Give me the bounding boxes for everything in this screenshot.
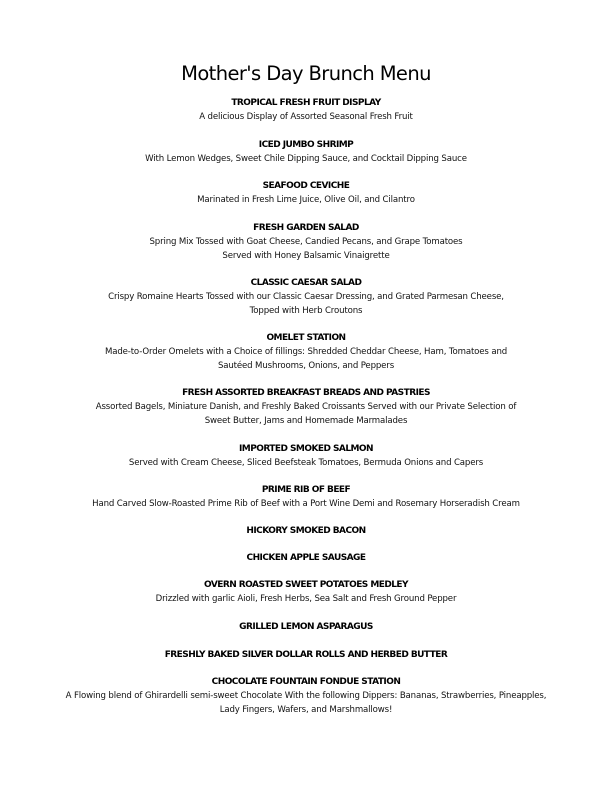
menu-item-heading: TROPICAL FRESH FRUIT DISPLAY: [231, 98, 381, 108]
menu-item-description: Served with Honey Balsamic Vinaigrette: [222, 251, 390, 261]
menu-item-hickory-bacon: [0, 524, 612, 538]
menu-item-heading: ICED JUMBO SHRIMP: [258, 140, 354, 150]
menu-item-description: Hand Carved Slow-Roasted Prime Rib of Beef with a Port Wine Demi and Rosemary Horseradish Cream: [92, 499, 520, 509]
menu-item-heading: SEAFOOD CEVICHE: [262, 181, 350, 191]
menu-item-description: Assorted Bagels, Miniature Danish, and Freshly Baked Croissants Served with our Private Selection of: [95, 402, 517, 412]
menu-item-classic-caesar-salad: [0, 276, 612, 318]
menu-item-description: Crispy Romaine Hearts Tossed with our Classic Caesar Dressing, and Grated Parmesan Cheese,: [108, 292, 504, 302]
page-title: Mother's Day Brunch Menu: [181, 62, 431, 85]
menu-item-description: Spring Mix Tossed with Goat Cheese, Candied Pecans, and Grape Tomatoes: [149, 237, 463, 247]
menu-item-prime-rib: [0, 483, 612, 511]
menu-item-description: With Lemon Wedges, Sweet Chile Dipping Sauce, and Cocktail Dipping Sauce: [145, 154, 467, 164]
menu-item-breakfast-breads: [0, 386, 612, 428]
menu-item-heading: GRILLED LEMON ASPARAGUS: [239, 622, 373, 632]
menu-item-heading: OMELET STATION: [266, 333, 346, 343]
menu-item-omelet-station: [0, 331, 612, 373]
menu-item-heading: IMPORTED SMOKED SALMON: [238, 444, 373, 454]
menu-item-heading: CLASSIC CAESAR SALAD: [250, 278, 362, 288]
menu-item-iced-jumbo-shrimp: [0, 138, 612, 166]
menu-item-seafood-ceviche: [0, 179, 612, 207]
menu-item-heading: CHOCOLATE FOUNTAIN FONDUE STATION: [211, 677, 401, 687]
menu-item-grilled-asparagus: [0, 620, 612, 634]
menu-item-silver-dollar-rolls: [0, 648, 612, 662]
menu-item-fresh-garden-salad: [0, 221, 612, 263]
menu-item-description: Made-to-Order Omelets with a Choice of fillings: Shredded Cheddar Cheese, Ham, Tomatoes and: [104, 347, 508, 357]
menu-item-heading: PRIME RIB OF BEEF: [261, 485, 351, 495]
menu-item-sweet-potatoes: [0, 578, 612, 606]
menu-item-description: Marinated in Fresh Lime Juice, Olive Oil, and Cilantro: [197, 195, 415, 205]
menu-item-tropical-fruit: [0, 96, 612, 124]
menu-item-description: Sautéed Mushrooms, Onions, and Peppers: [217, 361, 395, 371]
menu-item-description: Sweet Butter, Jams and Homemade Marmalades: [204, 416, 408, 426]
menu-item-heading: OVERN ROASTED SWEET POTATOES MEDLEY: [203, 580, 408, 590]
menu-item-heading: HICKORY SMOKED BACON: [246, 526, 366, 536]
menu-item-chicken-apple-sausage: [0, 551, 612, 565]
menu-item-description: Lady Fingers, Wafers, and Marshmallows!: [219, 705, 393, 715]
menu-item-description: Drizzled with garlic Aioli, Fresh Herbs, Sea Salt and Fresh Ground Pepper: [155, 594, 457, 604]
menu-item-description: Served with Cream Cheese, Sliced Beefsteak Tomatoes, Bermuda Onions and Capers: [128, 458, 484, 468]
menu-item-description: Topped with Herb Croutons: [249, 306, 363, 316]
menu-item-heading: CHICKEN APPLE SAUSAGE: [246, 553, 366, 563]
menu-item-heading: FRESH ASSORTED BREAKFAST BREADS AND PASTRIES: [182, 388, 430, 398]
menu-item-chocolate-fountain: [0, 675, 612, 717]
menu-item-heading: FRESH GARDEN SALAD: [253, 223, 359, 233]
menu-item-description: A delicious Display of Assorted Seasonal Fresh Fruit: [199, 112, 413, 122]
menu-item-description: A Flowing blend of Ghirardelli semi-sweet Chocolate With the following Dippers: Bananas, Strawberries, Pineapples,: [65, 691, 547, 701]
menu-item-heading: FRESHLY BAKED SILVER DOLLAR ROLLS AND HERBED BUTTER: [164, 650, 448, 660]
menu-item-smoked-salmon: [0, 442, 612, 470]
